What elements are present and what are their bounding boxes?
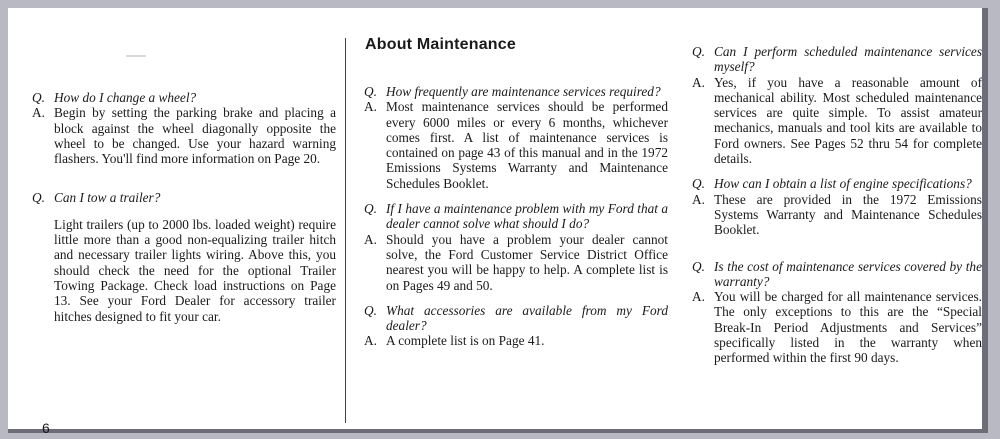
answer	[32, 105, 336, 166]
question	[364, 84, 668, 99]
question	[692, 259, 982, 290]
question-label: Q.	[692, 258, 705, 274]
answer-label: A.	[32, 105, 45, 121]
question-text: How do I change a wheel?	[54, 90, 197, 105]
question	[364, 201, 668, 232]
answer-text: You will be charged for all maintenance services. The only exceptions to this are the “Special Break-In Period Adjustments and Services” specifically listed in the warranty when performed within the first 90 days.	[714, 289, 982, 366]
qa-accessories	[364, 303, 668, 349]
page-number: 6	[42, 420, 50, 436]
question	[32, 190, 336, 205]
answer-text: Most maintenance services should be performed every 6000 miles or every 6 months, whichever comes first. A list of maintenance services is contained on page 43 of this manual and in the 1972 Emissions Systems Warranty and Maintenance Schedules Booklet.	[386, 99, 668, 191]
question-text: Can I tow a trailer?	[54, 190, 161, 206]
answer-label: A.	[364, 231, 377, 247]
answer-label: A.	[364, 333, 377, 349]
question-label: Q.	[32, 190, 45, 206]
question-label: Q.	[364, 302, 377, 318]
qa-self-maintenance	[692, 44, 982, 166]
question	[692, 176, 982, 191]
right-column	[692, 44, 982, 376]
qa-engine-specs	[692, 176, 982, 237]
answer	[692, 289, 982, 365]
left-column	[32, 90, 336, 334]
qa-dealer-problem	[364, 201, 668, 293]
question-text: How can I obtain a list of engine specifications?	[714, 176, 972, 192]
question-text: Is the cost of maintenance services covered by the warranty?	[714, 258, 982, 289]
middle-column	[364, 84, 668, 359]
answer-label: A.	[692, 191, 705, 207]
section-title: About Maintenance	[365, 36, 516, 53]
question	[364, 303, 668, 334]
answer-text: Light trailers (up to 2000 lbs. loaded weight) require little more than a good non-equalizing trailer hitch and necessary trailer lights wiring. Above this, you should check the need for the optional Trailer Towing Package. Check load instructions on Page 13. See your Ford Dealer for accessory trailer hitches designed to fit your car.	[54, 216, 336, 324]
question-label: Q.	[692, 176, 705, 192]
print-smudge	[126, 55, 146, 57]
question	[32, 90, 336, 105]
qa-change-wheel	[32, 90, 336, 166]
qa-maintenance-frequency	[364, 84, 668, 191]
question-text: How frequently are maintenance services required?	[386, 84, 661, 99]
question-label: Q.	[364, 201, 377, 217]
qa-warranty-cost	[692, 259, 982, 366]
answer-label: A.	[692, 289, 705, 305]
question	[692, 44, 982, 75]
answer-text: Should you have a problem your dealer cannot solve, the Ford Customer Service District Office nearest you will be happy to help. A complete list is on Pages 49 and 50.	[386, 231, 668, 293]
answer-text: These are provided in the 1972 Emissions Systems Warranty and Maintenance Schedules Booklet.	[714, 191, 982, 238]
question-label: Q.	[364, 84, 377, 99]
answer	[364, 333, 668, 348]
answer	[364, 99, 668, 191]
qa-tow-trailer	[32, 190, 336, 323]
question-text: If I have a maintenance problem with my Ford that a dealer cannot solve what should I do?	[386, 201, 668, 232]
answer-label: A.	[692, 74, 705, 90]
answer-text: Begin by setting the parking brake and placing a block against the wheel diagonally opposite the wheel to be changed. Use your hazard warning flashers. You'll find more information on Page 20.	[54, 105, 336, 167]
column-divider	[345, 38, 346, 423]
manual-page	[8, 8, 988, 436]
question-label: Q.	[692, 44, 705, 59]
answer	[692, 75, 982, 167]
answer-text: Yes, if you have a reasonable amount of mechanical ability. Most scheduled maintenance services are quite simple. To assist amateur mechanics, manuals and tool kits are available to Ford owners. See Pages 52 thru 54 for complete details.	[714, 74, 982, 167]
question-label: Q.	[32, 90, 45, 105]
answer	[364, 232, 668, 293]
question-text: Can I perform scheduled maintenance services myself?	[714, 44, 982, 75]
answer-text: A complete list is on Page 41.	[386, 333, 545, 349]
answer	[692, 192, 982, 238]
question-text: What accessories are available from my Ford dealer?	[386, 302, 668, 334]
answer-label: A.	[364, 99, 377, 115]
